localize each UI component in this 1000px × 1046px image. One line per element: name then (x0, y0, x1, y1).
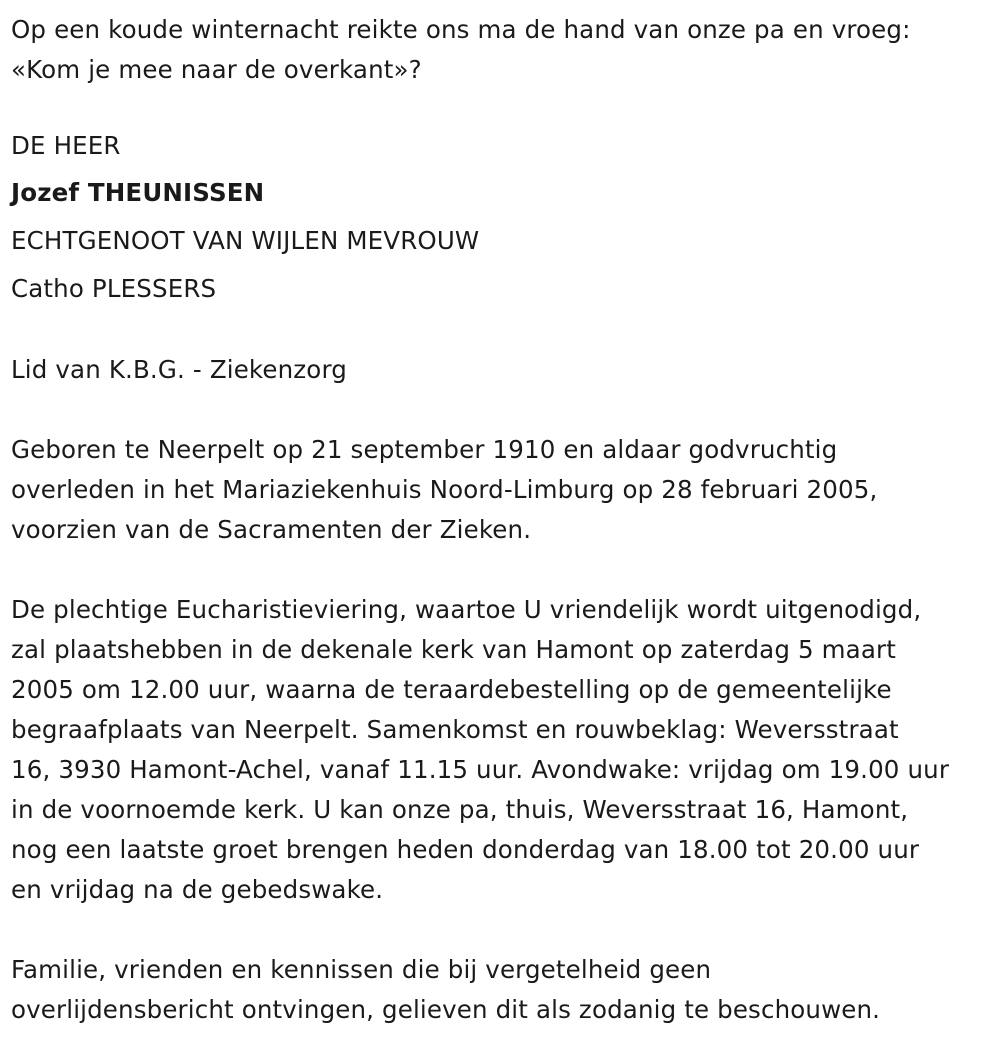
paragraph-line: nog een laatste groet brengen heden donderdag van 18.00 tot 20.00 uur (11, 835, 920, 864)
quote-line: «Kom je mee naar de overkant»? (11, 55, 422, 84)
membership: Lid van K.B.G. - Ziekenzorg (11, 355, 347, 384)
paragraph-line: zal plaatshebben in de dekenale kerk van Hamont op zaterdag 5 maart (11, 635, 896, 664)
paragraph-line: overlijdensbericht ontvingen, gelieven dit als zodanig te beschouwen. (11, 995, 881, 1024)
paragraph-line: De plechtige Eucharistieviering, waartoe U vriendelijk wordt uitgenodigd, (11, 595, 922, 624)
quote-line: Op een koude winternacht reikte ons ma de hand van onze pa en vroeg: (11, 15, 911, 44)
honorific-title: DE HEER (11, 131, 121, 160)
paragraph-line: begraafplaats van Neerpelt. Samenkomst en rouwbeklag: Weversstraat (11, 715, 899, 744)
paragraph-line: 2005 om 12.00 uur, waarna de teraardebestelling op de gemeentelijke (11, 675, 892, 704)
paragraph-line: en vrijdag na de gebedswake. (11, 875, 384, 904)
paragraph-line: in de voornoemde kerk. U kan onze pa, thuis, Weversstraat 16, Hamont, (11, 795, 909, 824)
spouse-name: Catho PLESSERS (11, 274, 217, 303)
spouse-relation: ECHTGENOOT VAN WIJLEN MEVROUW (11, 226, 480, 255)
paragraph-line: Familie, vrienden en kennissen die bij vergetelheid geen (11, 955, 712, 984)
paragraph-line: 16, 3930 Hamont-Achel, vanaf 11.15 uur. Avondwake: vrijdag om 19.00 uur (11, 755, 950, 784)
deceased-name: Jozef THEUNISSEN (11, 178, 265, 207)
paragraph-line: overleden in het Mariaziekenhuis Noord-Limburg op 28 februari 2005, (11, 475, 878, 504)
paragraph-line: Geboren te Neerpelt op 21 september 1910 en aldaar godvruchtig (11, 435, 838, 464)
paragraph-line: voorzien van de Sacramenten der Zieken. (11, 515, 532, 544)
